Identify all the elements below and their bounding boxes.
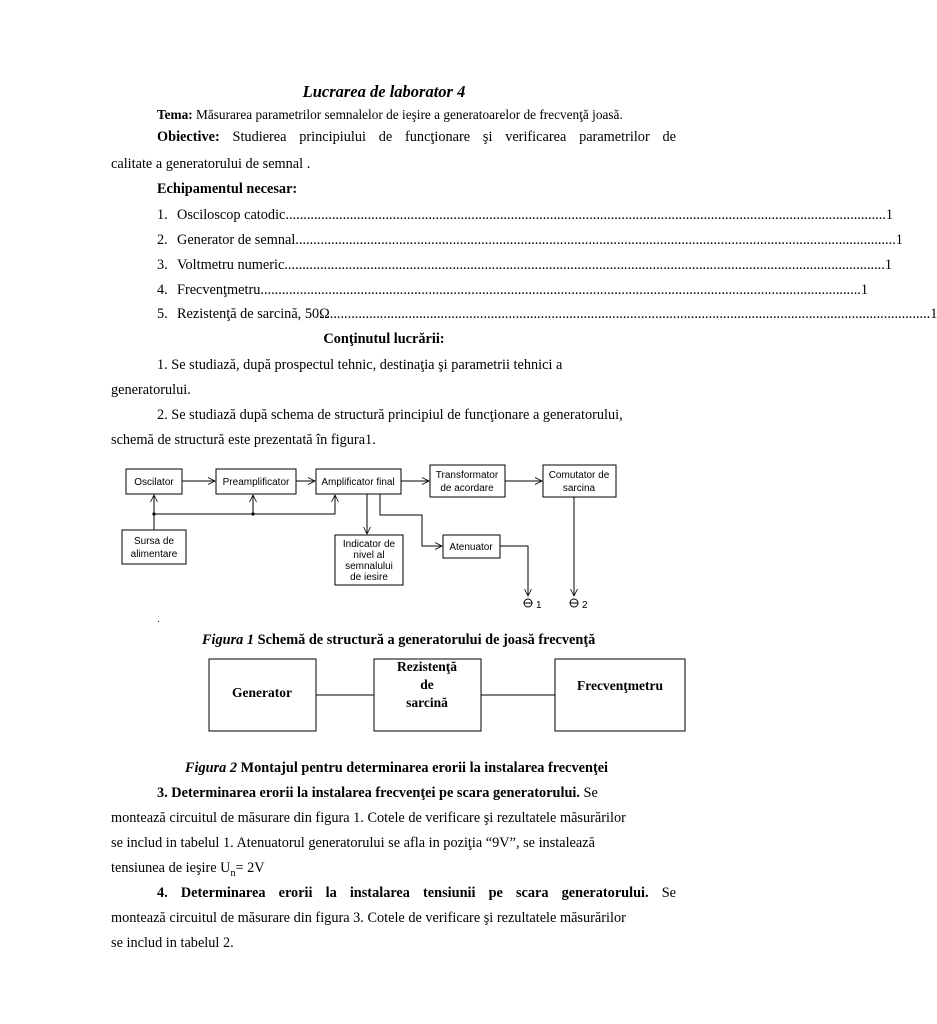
- p4-line-2: montează circuitul de măsurare din figura 3. Cotele de verificare şi rezultatele măsurărilor: [111, 910, 626, 926]
- indicator-label-4: de iesire: [350, 572, 388, 583]
- page-title: Lucrarea de laborator 4: [302, 82, 466, 101]
- comutator-label-2: sarcina: [562, 483, 596, 494]
- figure-1-caption-text: Schemă de structură a generatorului de joasă frecvenţă: [254, 632, 596, 648]
- p4-line-1: [157, 885, 676, 902]
- item-leader: ........................................................................................................................................................................: [285, 207, 886, 223]
- p4-heading: 4. Determinarea erorii la instalarea tensiunii pe scara generatorului.: [157, 885, 649, 901]
- item-number: 3.: [157, 257, 168, 273]
- tema-label: Tema:: [157, 107, 193, 122]
- fig2-frecventmetru-label: Frecvenţmetru: [577, 678, 663, 693]
- item-name: Frecvenţmetru: [177, 282, 261, 298]
- item-qty: 1: [885, 207, 894, 223]
- transformator-label-1: Transformator: [435, 470, 499, 481]
- sursa-label-2: alimentare: [130, 549, 178, 560]
- junction-dot: [251, 512, 254, 515]
- item-name: Rezistenţă de sarcină, 50Ω: [177, 306, 330, 322]
- item-qty: 1: [895, 232, 903, 248]
- output-1-label: 1: [536, 600, 542, 611]
- continut-p2-line1: 2. Se studiază după schema de structură principiul de funcţionare a generatorului,: [157, 407, 623, 423]
- figure-2-caption: [185, 760, 608, 777]
- indicator-label-1: Indicator de: [342, 539, 396, 550]
- comutator-label-1: Comutator de: [548, 470, 610, 481]
- p4-tail: Se: [648, 885, 676, 901]
- fig2-rezistenta-label-1: Rezistenţă: [397, 659, 457, 674]
- figure-2-caption-text: Montajul pentru determinarea erorii la instalarea frecvenţei: [237, 760, 609, 776]
- p3-line-4-text: tensiunea de ieşire U: [111, 860, 231, 876]
- continut-heading: Conţinutul lucrării:: [323, 331, 445, 347]
- indicator-label-2: nivel al: [353, 550, 385, 561]
- obiective-line-2: calitate a generatorului de semnal .: [111, 156, 311, 172]
- power-bus-line: [154, 495, 335, 514]
- atenuator-label: Atenuator: [449, 542, 493, 553]
- fig2-rezistenta-label-3: sarcină: [406, 695, 448, 710]
- preamplificator-label: Preamplificator: [222, 477, 290, 488]
- item-qty: 1: [884, 257, 892, 273]
- arrow-atenuator-out1: [500, 546, 528, 596]
- p3-tail: Se: [579, 785, 598, 801]
- p3-heading: 3. Determinarea erorii la instalarea frecvenţei pe scara generatorului.: [157, 785, 580, 801]
- p4-line-3: se includ in tabelul 2.: [111, 935, 234, 951]
- figure-1-caption: [202, 632, 595, 649]
- item-leader: ........................................................................................................................................................................: [295, 232, 896, 248]
- item-number: 4.: [157, 282, 168, 298]
- amplificator-final-label: Amplificator final: [321, 477, 395, 488]
- echipament-heading: Echipamentul necesar:: [157, 181, 298, 197]
- p3-line-4: [111, 860, 265, 879]
- obiective-label: Obiective:: [157, 129, 220, 145]
- indicator-label-3: semnalului: [345, 561, 393, 572]
- p3-line-4-subscript: n: [230, 867, 236, 879]
- item-leader: ........................................................................................................................................................................: [329, 306, 931, 322]
- sursa-label-1: Sursa de: [133, 536, 175, 547]
- tema-text: Măsurarea parametrilor semnalelor de ieşire a generatoarelor de frecvenţă joasă.: [192, 107, 623, 122]
- fig2-frecventmetru-box: [555, 659, 685, 731]
- item-qty: 1: [930, 306, 937, 322]
- item-number: 1.: [157, 207, 168, 223]
- output-2-label: 2: [582, 600, 588, 611]
- continut-p1-line1: 1. Se studiază, după prospectul tehnic, destinaţia şi parametrii tehnici a: [157, 357, 563, 373]
- oscilator-label: Oscilator: [134, 477, 174, 488]
- figure-2-caption-label: Figura 2: [185, 760, 238, 776]
- item-number: 2.: [157, 232, 168, 248]
- continut-p2-line2: schemă de structură este prezentată în figura1.: [111, 432, 376, 448]
- fig2-rezistenta-label-2: de: [420, 677, 434, 692]
- p3-line-3: se includ in tabelul 1. Atenuatorul generatorului se afla in poziţia “9V”, se instalează: [111, 835, 595, 851]
- p3-line-4-value: = 2V: [235, 860, 265, 876]
- junction-dot: [152, 512, 155, 515]
- item-leader: ........................................................................................................................................................................: [260, 282, 861, 298]
- item-number: 5.: [157, 306, 168, 322]
- figure-1-caption-label: Figura 1: [202, 632, 255, 648]
- stray-dot: .: [157, 614, 160, 625]
- item-name: Voltmetru numeric: [177, 257, 285, 273]
- p3-line-1: [157, 785, 598, 802]
- fig2-generator-label: Generator: [232, 685, 292, 700]
- item-name: Generator de semnal: [177, 232, 296, 248]
- p3-line-2: montează circuitul de măsurare din figura 1. Cotele de verificare şi rezultatele măsurărilor: [111, 810, 626, 826]
- item-qty: 1: [860, 282, 868, 298]
- obiective-text-1: Studierea principiului de funcţionare şi verificarea parametrilor de: [219, 129, 676, 145]
- item-leader: ........................................................................................................................................................................: [284, 257, 885, 273]
- transformator-label-2: de acordare: [440, 483, 494, 494]
- continut-p1-line2: generatorului.: [111, 382, 191, 398]
- item-name: Osciloscop catodic: [177, 207, 286, 223]
